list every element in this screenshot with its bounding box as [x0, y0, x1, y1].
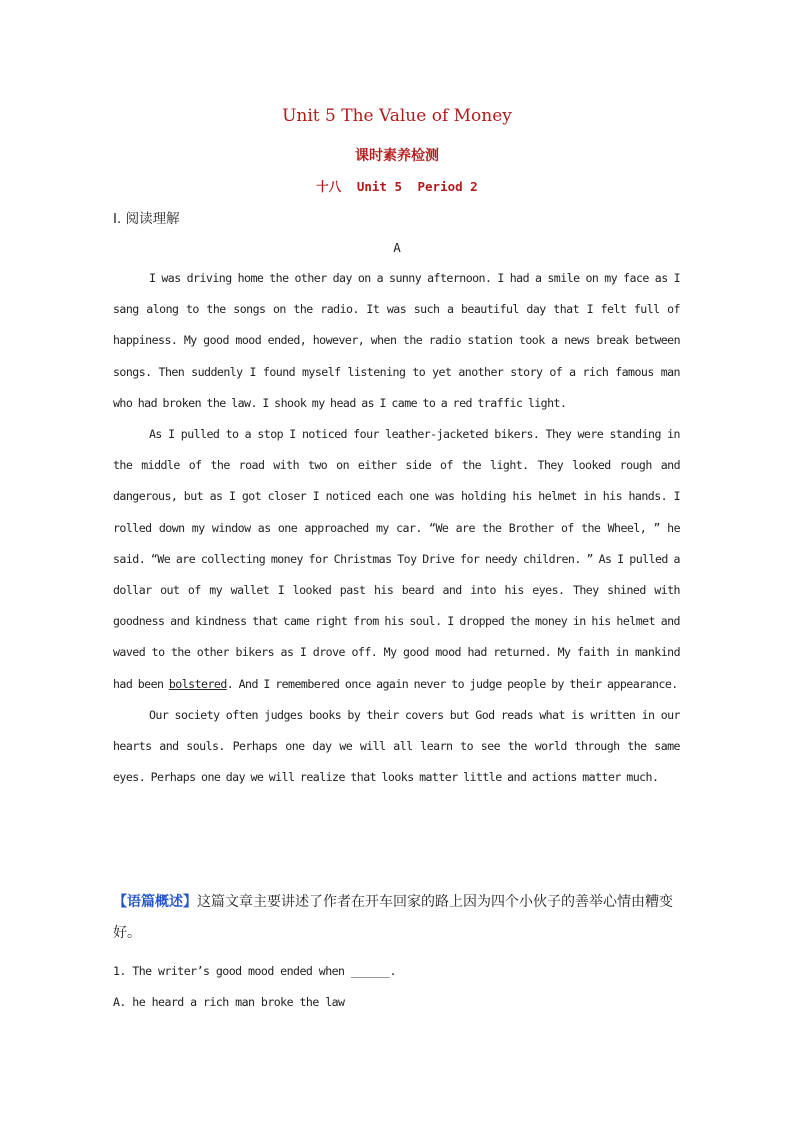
paragraph-1: I was driving home the other day on a sunny afternoon. I had a smile on my face as I sang along to the songs on the radio. It was such a beautiful day that I felt full of happiness. My good mood ended, however, when the radio station took a news break between songs. Then suddenly I found myself listening to yet another story of a rich famous man who had broken the law. I shook my head as I came to a red traffic light. — [113, 271, 680, 410]
passage-label: A — [393, 240, 401, 255]
summary-text: 这篇文章主要讲述了作者在开车回家的路上因为四个小伙子的善举心情由糟变好。 — [113, 894, 673, 941]
question-1 — [113, 956, 680, 1018]
underlined-word: bolstered — [168, 676, 227, 691]
period-number: 十八 — [316, 179, 342, 194]
section-heading: Ⅰ. 阅读理解 — [113, 211, 180, 227]
period-unit: Unit 5 — [356, 179, 402, 194]
period-label: Period 2 — [417, 179, 478, 194]
paragraph-3: Our society often judges books by their covers but God reads what is written in our hearts and souls. Perhaps one day we will all learn to see the world through the same eyes. Perhaps one day we will realize that looks matter little and actions matter much. — [113, 707, 680, 785]
summary-tag: 【语篇概述】 — [113, 894, 197, 910]
subtitle: 课时素养检测 — [355, 148, 439, 164]
paragraph-2-text-a: As I pulled to a stop I noticed four leather-jacketed bikers. They were standing in the middle of the road with two on either side of the light. They looked rough and dangerous, but as I got closer I noticed each one was holding his helmet in his hands. I rolled down my window as one approached my car. “We are the Brother of the Wheel, ” he said. “We are collecting money for Christmas Toy Drive for needy children. ” As I pulled a dollar out of my wallet I looked past his beard and into his eyes. They shined with goodness and kindness that came right from his soul. I dropped the money in his helmet and waved to the other bikers as I drove off. My good mood had returned. My faith in mankind had been — [113, 427, 680, 691]
question-stem: 1. The writer’s good mood ended when ______. — [113, 964, 396, 978]
unit-title: Unit 5 The Value of Money — [282, 106, 512, 126]
passage-summary — [113, 887, 680, 949]
paragraph-2-text-b: . And I remembered once again never to judge people by their appearance. — [226, 676, 678, 691]
option-a: A. he heard a rich man broke the law — [113, 995, 345, 1010]
paragraph-2 — [113, 419, 680, 700]
reading-passage — [113, 263, 680, 793]
period-line — [0, 177, 794, 195]
